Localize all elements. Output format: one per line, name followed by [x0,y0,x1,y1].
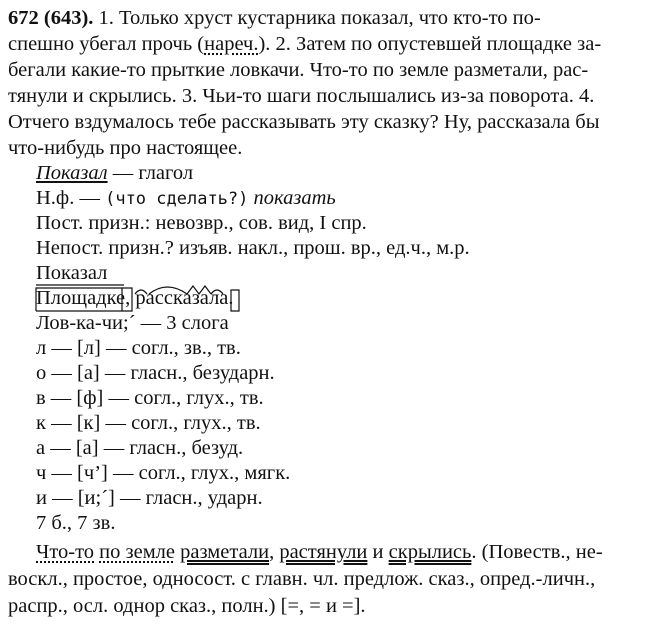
predicate-word: скрылись [388,541,472,563]
nf-label: Н.ф. — [36,187,106,209]
rasskazala-morphemes [135,286,245,314]
exercise-text: 1. Только хруст кустарника показал, что кто-то по- [93,7,541,29]
sound-row: ч — [ч’] — согл., глух., мягк. [36,462,291,484]
exercise-line-6: что-нибудь про настоящее. [8,137,243,159]
sound-row: о — [а] — гласн., безударн. [36,362,275,384]
exercise-line-2 [8,32,601,56]
sound-row: л — [л] — согл., зв., тв. [36,337,241,359]
exercise-number: 672 (643). [8,7,94,29]
syllables-line: Лов-ка-чи;´ — 3 слога [36,312,229,334]
sound-row: и — [и;´] — гласн., ударн. [36,487,263,509]
punct: , [125,287,131,309]
sound-row: к — [к] — согл., глух., тв. [36,412,261,434]
variable-features: Непост. призн.? изъяв. накл., прош. вр., ед.ч., м.р. [36,237,470,259]
word-ploshchadke [36,286,125,310]
parsed-word: рассказала [135,287,229,309]
sound-row: а — [а] — гласн., безуд. [36,437,244,459]
part-of-speech: — глагол [107,162,194,184]
word-pokazal [36,261,107,285]
exercise-line-5: Отчего вздумалось тебе рассказывать эту сказку? Ну, рассказала бы [8,111,600,133]
syntax-line-2: воскл., простое, односост. с главн. чл. предлож. сказ., опред.-личн., [8,568,596,590]
nf-word: показать [248,187,336,209]
syntax-line-1 [36,540,603,564]
predicate-word: растянули [279,541,368,563]
punct: . [228,287,234,309]
exercise-line-4: тянули и скрылись. 3. Чьи-то шаги послышались из-за поворота. 4. [8,85,595,107]
ploshchadke-morphemes [36,286,136,314]
nf-question: (что сделать?) [105,189,249,209]
morph-word-line [36,161,193,185]
sound-summary: 7 б., 7 зв. [36,512,116,534]
morpheme-parse-line [36,286,234,310]
morpheme-parse-pokazal [36,261,107,285]
exercise-text: ). 2. Затем по опустевшей площадке за- [258,33,602,55]
exercise-line-1 [8,6,541,30]
adverb-note: нареч. [204,33,259,55]
syntax-text: . (Повеств., не- [471,541,603,563]
parsed-word: Показал [36,262,108,284]
syntax-word: Что-то [36,541,95,563]
exercise-line-3: бегали какие-то прыткие ловкачи. Что-то по земле разметали, рас- [8,59,589,81]
initial-form-line [36,186,336,211]
morph-word: Показал [36,162,108,184]
sound-row: в — [ф] — согл., глух., тв. [36,387,264,409]
syntax-word: по земле [99,541,176,563]
punct: , [269,541,280,563]
word-rasskazala [135,286,228,310]
predicate-word: разметали [180,541,270,563]
parsed-word: Площадке [36,287,126,309]
syntax-line-3: распр., осл. однор сказ., полн.) [=, = и =]. [8,595,366,617]
exercise-text: спешно убегал прочь ( [8,33,205,55]
conjunction: и [367,541,389,563]
constant-features: Пост. призн.: невозвр., сов. вид, I спр. [36,212,367,234]
